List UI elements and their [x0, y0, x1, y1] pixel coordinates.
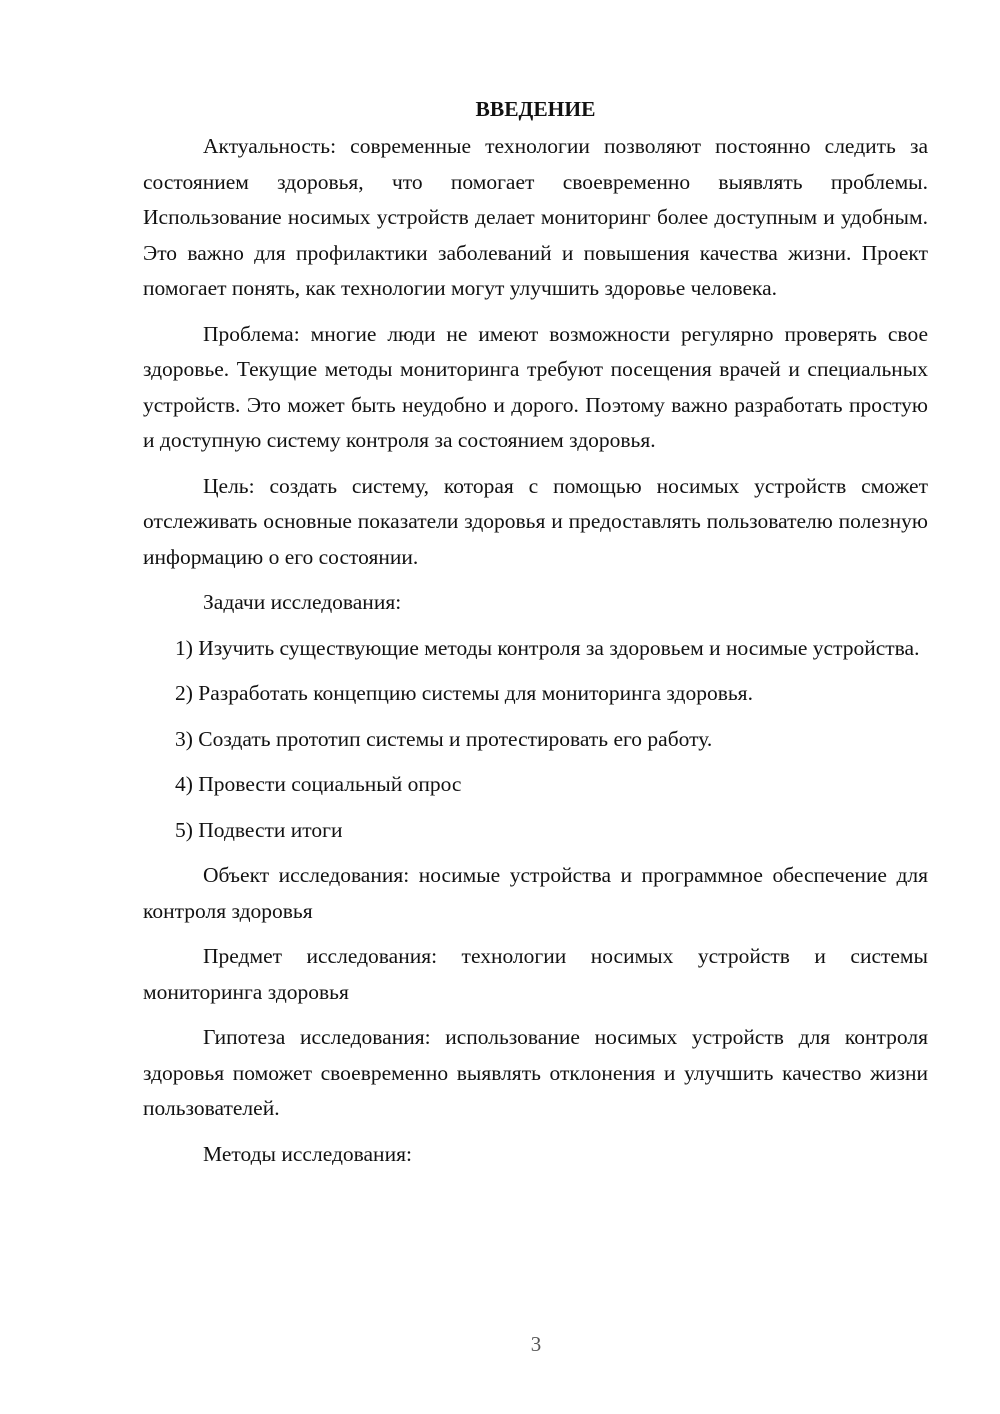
document-page — [143, 92, 928, 1182]
list-item: 4) Провести социальный опрос — [175, 772, 462, 796]
methods-heading: Методы исследования: — [203, 1141, 412, 1166]
tasks-heading: Задачи исследования: — [203, 590, 402, 614]
relevance-paragraph: Актуальность: современные технологии позволяют постоянно следить за состоянием здоровья, что помогает своевременно выявлять проблемы. Использование носимых устройств делает мониторинг более доступным и удобным. Это важно для профилактики заболеваний и повышения качества жизни. Проект помогает понять, как технологии могут улучшить здоровье человека. — [143, 134, 928, 300]
hypothesis-paragraph: Гипотеза исследования: использование носимых устройств для контроля здоровья поможет своевременно выявлять отклонения и улучшить качество жизни пользователей. — [143, 1025, 928, 1120]
page-number: 3 — [530, 1332, 542, 1356]
list-item: 1) Изучить существующие методы контроля за здоровьем и носимые устройства. — [175, 635, 920, 660]
list-item: 3) Создать прототип системы и протестировать его работу. — [175, 726, 713, 751]
goal-paragraph: Цель: создать систему, которая с помощью носимых устройств сможет отслеживать основные показатели здоровья и предоставлять пользователю полезную информацию о его состоянии. — [143, 473, 928, 569]
object-paragraph: Объект исследования: носимые устройства и программное обеспечение для контроля здоровья — [143, 863, 928, 923]
list-item: 2) Разработать концепцию системы для мониторинга здоровья. — [175, 681, 753, 705]
list-item: 5) Подвести итоги — [175, 817, 343, 842]
tasks-list — [143, 631, 928, 849]
subject-paragraph: Предмет исследования: технологии носимых устройств и системы мониторинга здоровья — [143, 944, 928, 1004]
page-title: ВВЕДЕНИЕ — [475, 97, 596, 121]
problem-paragraph: Проблема: многие люди не имеют возможности регулярно проверять свое здоровье. Текущие методы мониторинга требуют посещения врачей и специальных устройств. Это может быть неудобно и дорого. Поэтому важно разработать простую и доступную систему контроля за состоянием здоровья. — [143, 321, 928, 452]
